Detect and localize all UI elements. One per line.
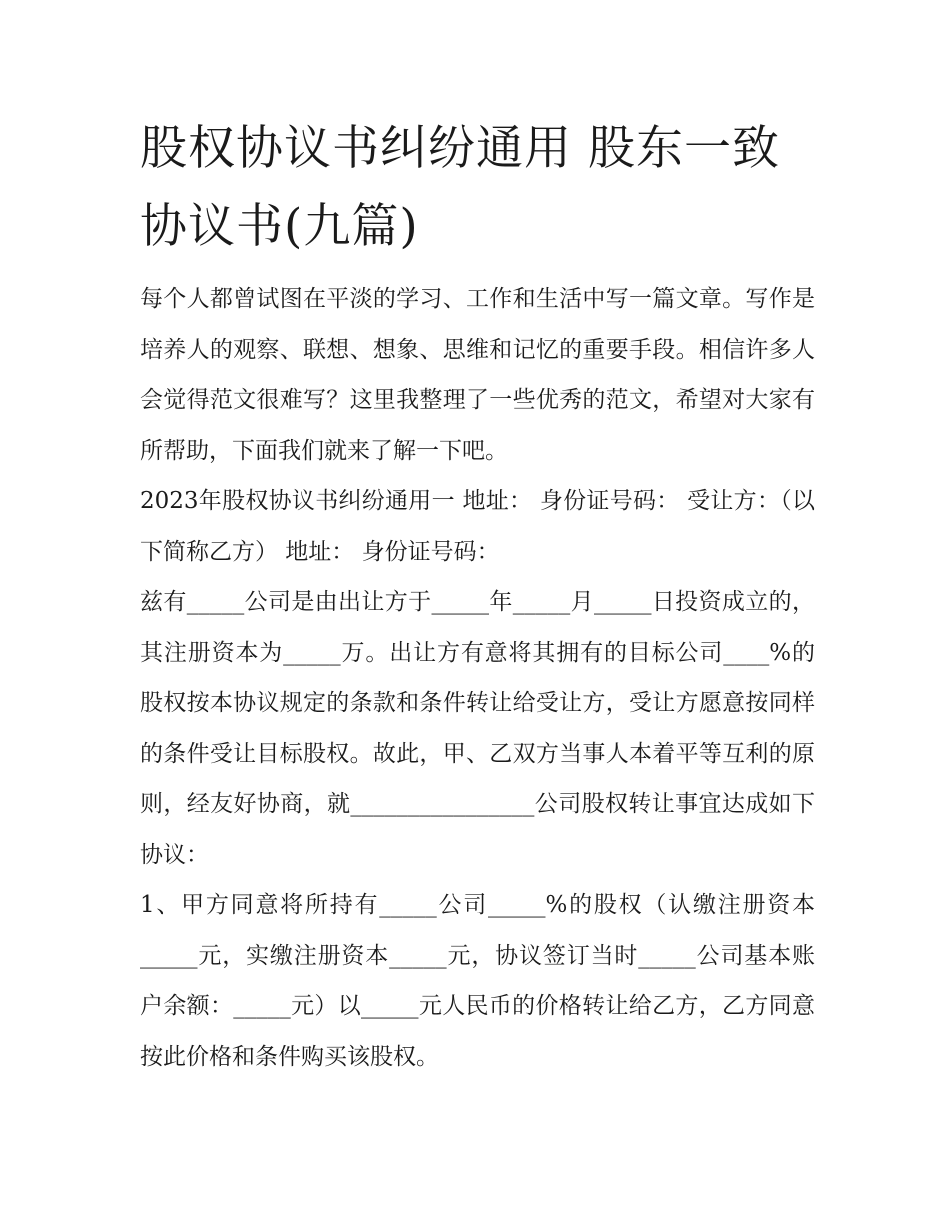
intro-paragraph: 每个人都曾试图在平淡的学习、工作和生活中写一篇文章。写作是培养人的观察、联想、想象、思维和记忆的重要手段。相信许多人会觉得范文很难写？这里我整理了一些优秀的范文，希望对大家有所帮助，下面我们就来了解一下吧。 xyxy=(140,286,815,464)
document-title: 股权协议书纠纷通用 股东一致协议书(九篇) xyxy=(140,121,780,254)
preamble-paragraph: 兹有_____公司是由出让方于_____年_____月_____日投资成立的，其注册资本为_____万。出让方有意将其拥有的目标公司____%的股权按本协议规定的条款和条件转让给受让方，受让方愿意按同样的条件受让目标股权。故此，甲、乙双方当事人本着平等互利的原则，经友好协商，就________________公司股权转让事宜达成如下协议： xyxy=(140,589,815,868)
document-page xyxy=(140,110,815,1082)
clause-1-paragraph: 1、甲方同意将所持有_____公司_____%的股权（认缴注册资本_____元，实缴注册资本_____元，协议签订当时_____公司基本账户余额：_____元）以_____元人民币的价格转让给乙方，乙方同意按此价格和条件购买该股权。 xyxy=(140,892,815,1070)
parties-paragraph: 2023年股权协议书纠纷通用一 地址： 身份证号码： 受让方：（以下简称乙方） 地址： 身份证号码： xyxy=(140,488,815,565)
